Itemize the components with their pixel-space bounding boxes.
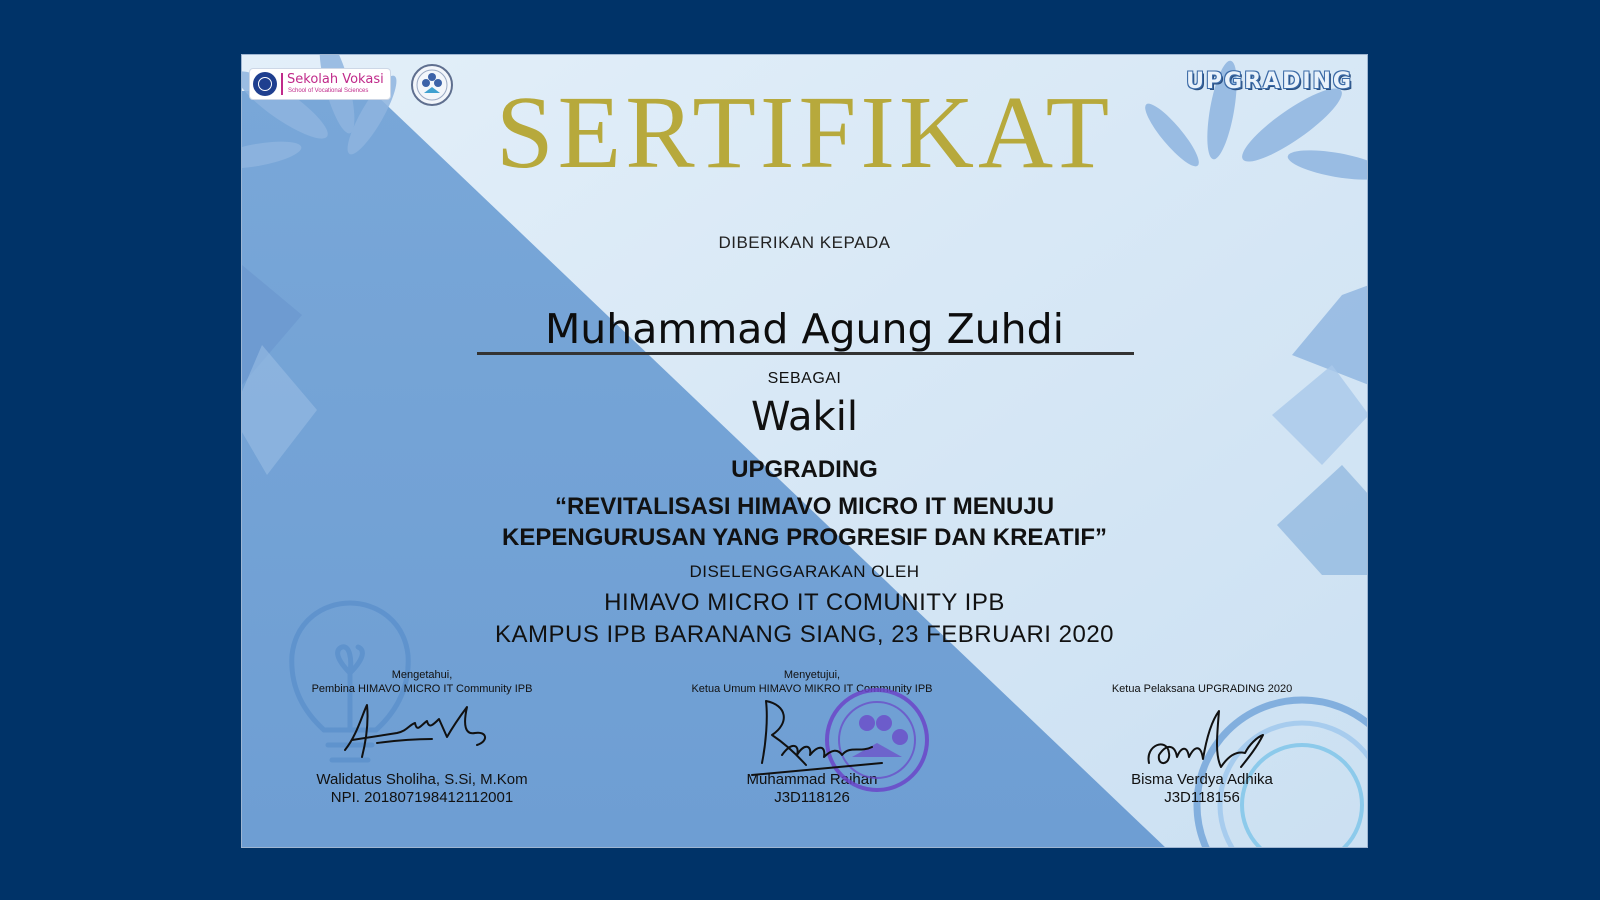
recipient-name: Muhammad Agung Zuhdi [544, 305, 1065, 353]
event-name: UPGRADING [731, 456, 878, 483]
signatory-position: Ketua Pelaksana UPGRADING 2020 [1111, 683, 1293, 695]
signatory-id: J3D118126 [774, 789, 850, 806]
signature-committee-chair [1137, 705, 1287, 785]
organizer: HIMAVO MICRO IT COMUNITY IPB [604, 589, 1005, 616]
signature-advisor [337, 695, 507, 765]
organized-by-label: DISELENGGARAKAN OLEH [689, 562, 920, 581]
signatory-position: Pembina HIMAVO MICRO IT Community IPB [311, 683, 533, 695]
name-underline [477, 352, 1134, 355]
place-date: KAMPUS IPB BARANANG SIANG, 23 FEBRUARI 2020 [494, 621, 1115, 648]
signatory-id: NPI. 201807198412112001 [330, 789, 514, 806]
signatory-id: J3D118156 [1164, 789, 1240, 806]
signatory-heading: Mengetahui, [391, 669, 453, 681]
signatory-name: Muhammad Raihan [746, 771, 878, 788]
certificate [241, 54, 1368, 848]
signature-chairman [742, 693, 892, 783]
signatory-position: Ketua Umum HIMAVO MIKRO IT Community IPB [691, 683, 933, 695]
signatory-heading: Menyetujui, [783, 669, 841, 681]
signatory-name: Walidatus Sholiha, S.Si, M.Kom [316, 771, 528, 788]
school-subtitle: School of Vocational Sciences [288, 88, 369, 94]
signatory-name: Bisma Verdya Adhika [1131, 771, 1273, 788]
as-label: SEBAGAI [767, 370, 842, 387]
brand-mark: UPGRADING [1186, 69, 1353, 94]
school-name: Sekolah Vokasi [287, 72, 384, 87]
role: Wakil [751, 394, 858, 440]
certificate-title: SERTIFIKAT [495, 75, 1114, 190]
event-theme-line-1: “REVITALISASI HIMAVO MICRO IT MENUJU [554, 493, 1055, 520]
event-theme-line-2: KEPENGURUSAN YANG PROGRESIF DAN KREATIF” [502, 524, 1107, 551]
given-to-label: DIBERIKAN KEPADA [718, 233, 891, 252]
